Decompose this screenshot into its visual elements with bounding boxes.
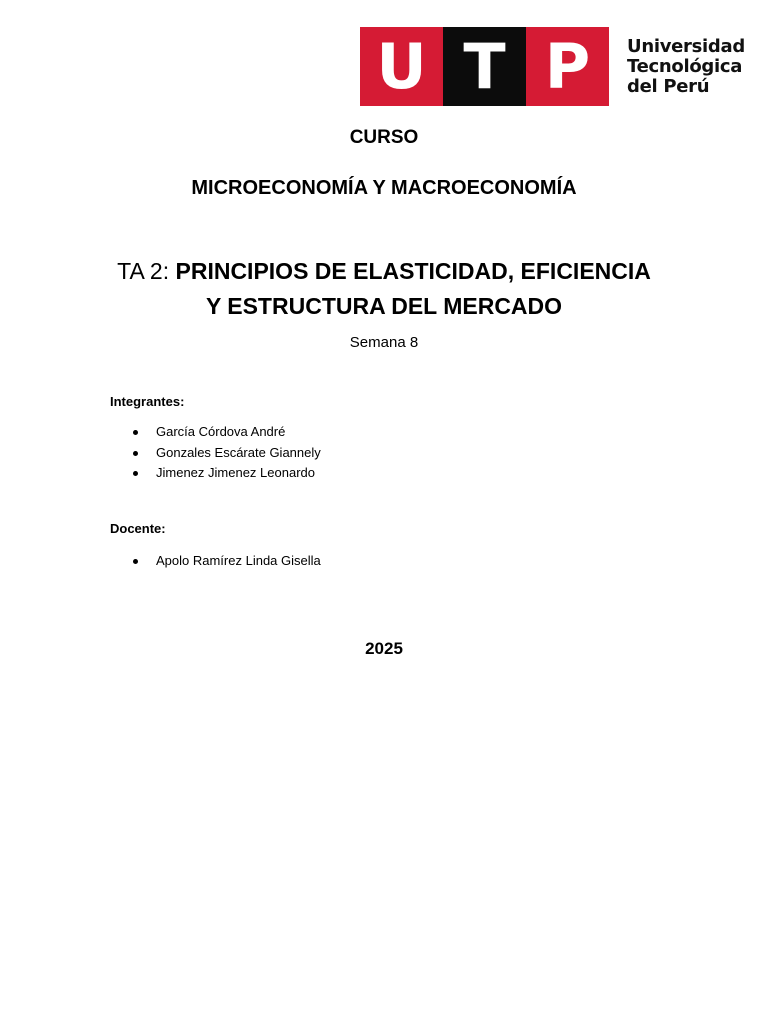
logo-wordmark-line: Tecnológica [627, 55, 743, 77]
bullet-icon [133, 559, 138, 564]
year-label: 2025 [365, 639, 403, 658]
teacher-list [110, 551, 321, 572]
logo-letter-u: U [360, 27, 443, 106]
utp-logo [360, 27, 745, 106]
logo-letter-t: T [443, 27, 526, 106]
logo-wordmark [627, 37, 745, 97]
member-name: Jimenez Jimenez Leonardo [156, 465, 315, 480]
list-item [110, 443, 321, 464]
week-label: Semana 8 [349, 334, 419, 351]
list-item [110, 422, 321, 443]
logo-wordmark-line: Universidad [627, 35, 745, 57]
course-name: MICROECONOMÍA Y MACROECONOMÍA [191, 177, 577, 199]
members-heading: Integrantes: [110, 394, 185, 409]
teacher-heading: Docente: [110, 521, 166, 536]
assignment-topic-line-1: PRINCIPIOS DE ELASTICIDAD, EFICIENCIA [175, 258, 651, 284]
bullet-icon [133, 471, 138, 476]
logo-wordmark-line: del Perú [627, 75, 710, 97]
logo-letter-p: P [526, 27, 609, 106]
assignment-code: TA 2: [117, 258, 170, 284]
list-item [110, 463, 321, 484]
assignment-title-line-1 [0, 254, 768, 289]
member-name: Gonzales Escárate Giannely [156, 444, 321, 460]
teacher-name: Apolo Ramírez Linda Gisella [156, 553, 321, 568]
member-name: García Córdova André [156, 424, 286, 439]
assignment-title [0, 254, 768, 324]
bullet-icon [133, 430, 138, 435]
list-item [110, 551, 321, 572]
members-list [110, 422, 321, 484]
logo-letter-blocks [360, 27, 609, 106]
assignment-topic-line-2: Y ESTRUCTURA DEL MERCADO [205, 293, 563, 319]
bullet-icon [133, 451, 138, 456]
course-label: CURSO [349, 127, 419, 148]
